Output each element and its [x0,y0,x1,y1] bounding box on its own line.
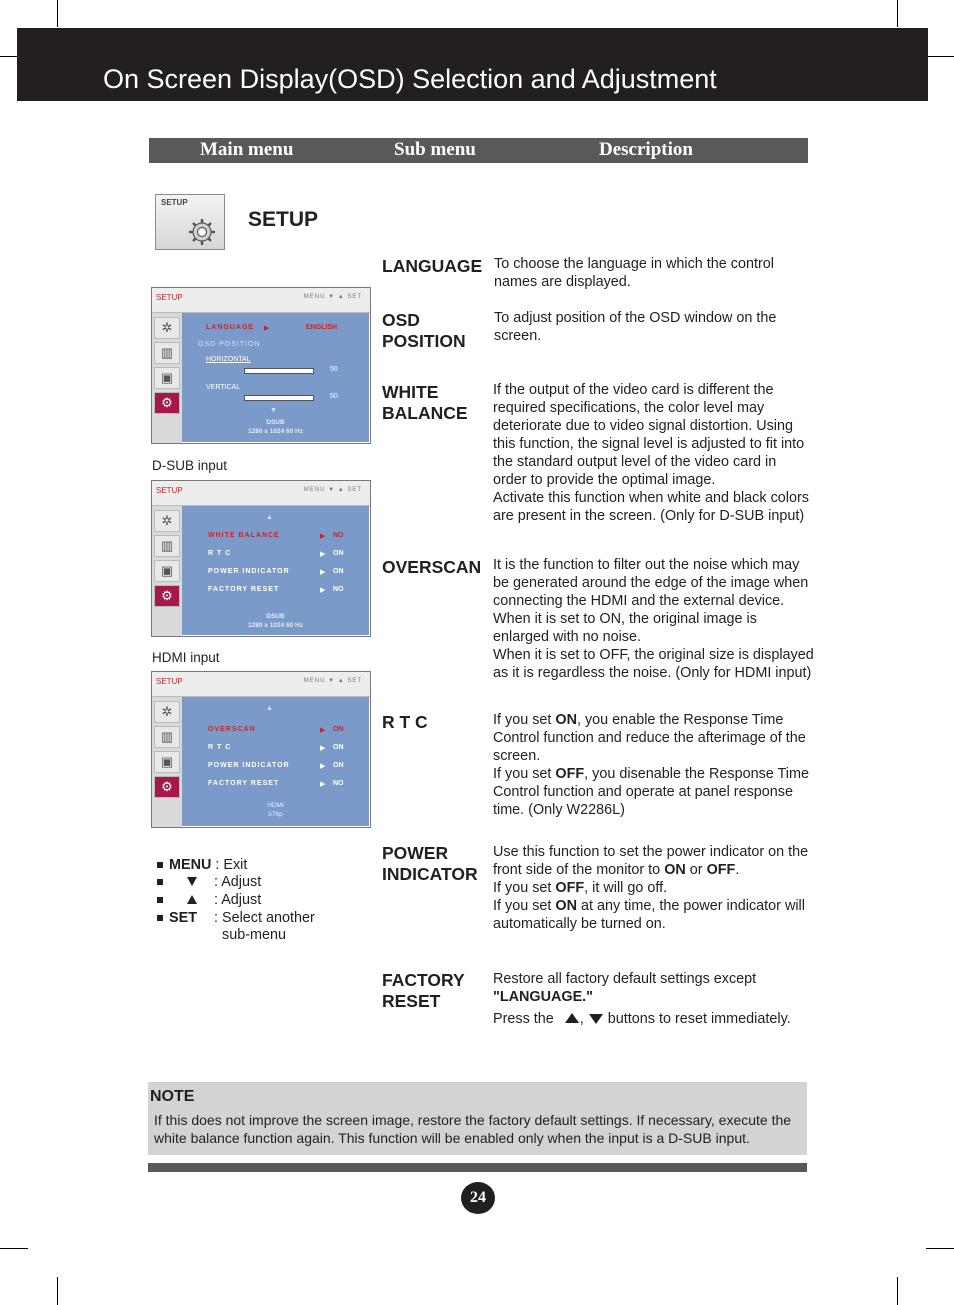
desc-overscan [493,556,815,682]
desc-overscan-p1: It is the function to filter out the noise which may be generated around the edge of the image when connecting the HDMI and the external device. [493,557,809,609]
submenu-rtc: R T C [382,712,428,732]
osd-value-factory-reset: NO [333,586,344,593]
osd-value-factory-reset: NO [333,780,344,787]
osd-row-language: LANGUAGE [206,324,255,331]
desc-language: To choose the language in which the control names are displayed. [494,256,775,290]
caption-hdmi: HDMI input [152,650,220,665]
submenu-white-balance-line2: BALANCE [382,403,468,423]
osd-screenshot-position [151,287,371,444]
submenu-factory-reset [382,970,465,1012]
osd-title-bar [152,481,370,506]
desc-factory-reset: Restore all factory default settings except "LANGUAGE." Press the , buttons to reset immediately. [493,971,791,1027]
legend-menu-key: MENU [169,857,212,873]
legend-set-desc2: sub-menu [222,927,286,943]
osd-input-name: HDMI [267,802,284,809]
osd-value-horizontal: 50 [330,366,338,373]
submenu-white-balance-line1: WHITE [382,382,439,402]
color-icon: ▥ [154,342,180,364]
crop-mark [897,1277,898,1305]
osd-icon-column [152,697,182,827]
submenu-white-balance [382,382,468,424]
osd-footer [182,418,369,436]
osd-resolution: 1280 x 1024 60 Hz [248,428,303,435]
osd-value-vertical: 50 [330,393,338,400]
osd-icon-column [152,506,182,636]
osd-controls: MENU ▼ ▲ SET [303,678,362,684]
osd-row-osd-position: OSD POSITION [198,341,261,348]
desc-power-indicator: Use this function to set the power indicator on the front side of the monitor to ON or OFF. If you set OFF, it will go off. If you set ON at any time, the power indicator will automatically be turned on. [493,844,809,932]
osd-up-arrow-icon: ▲ [266,514,273,521]
desc-overscan-p2: When it is set to ON, the original image is enlarged with no noise. [493,611,757,645]
osd-row-horizontal: HORIZONTAL [206,356,251,363]
osd-row-power-indicator: POWER INDICATOR [208,568,290,575]
osd-title: SETUP [156,486,183,495]
desc-white-balance [493,381,809,525]
color-icon: ▥ [154,535,180,557]
footer-bar [148,1163,807,1172]
osd-row-white-balance: WHITE BALANCE [208,532,280,539]
legend-set [157,909,315,927]
setup-icon-label: SETUP [161,198,188,207]
osd-row-vertical: VERTICAL [206,384,241,391]
crop-mark [928,56,954,57]
legend-set-desc: : Select another [214,910,315,926]
crop-mark [0,1248,28,1249]
osd-down-arrow-icon: ▼ [270,407,277,414]
note-title: NOTE [150,1088,195,1105]
osd-up-arrow-icon: ▲ [266,705,273,712]
tracking-icon: ▣ [154,367,180,389]
osd-value-power-indicator: ON [333,762,344,769]
osd-row-rtc: R T C [208,550,232,557]
osd-resolution: 1280 x 1024 60 Hz [248,622,303,629]
tracking-icon: ▣ [154,751,180,773]
osd-value-rtc: ON [333,744,344,751]
crop-mark [926,1248,954,1249]
osd-title: SETUP [156,677,183,686]
picture-icon: ✲ [154,317,180,339]
setup-icon: ⚙ [154,392,180,414]
osd-footer [182,801,369,819]
submenu-osd-position-line2: POSITION [382,331,466,351]
legend-menu [157,856,247,874]
caption-dsub: D-SUB input [152,458,228,473]
osd-arrow-icon: ▶ [320,533,326,540]
osd-arrow-icon: ▶ [320,727,326,734]
osd-row-factory-reset: FACTORY RESET [208,586,280,593]
osd-value-power-indicator: ON [333,568,344,575]
setup-icon: ⚙ [154,585,180,607]
osd-controls: MENU ▼ ▲ SET [303,487,362,493]
legend-menu-desc: : Exit [215,857,248,873]
desc-white-balance-p2: Activate this function when white and black colors are present in the screen. (Only for D-SUB input) [493,490,809,524]
osd-icon-column [152,313,182,443]
osd-arrow-icon: ▶ [320,781,326,788]
desc-rtc: If you set ON, you enable the Response Time Control function and reduce the afterimage of the screen. If you set OFF, you disenable the Response Time Control function and operate at panel response time. (Only W2286L) [493,712,809,818]
osd-arrow-icon: ▶ [320,551,326,558]
osd-title-bar [152,672,370,697]
osd-arrow-icon: ▶ [320,569,326,576]
up-arrow-icon [186,894,198,905]
desc-white-balance-p1: If the output of the video card is different the required specifications, the color level may deteriorate due to video signal distortion. Using this function, the signal level is adjusted to fit into the standard output level of the video card in order to provide the optimal image. [493,382,805,488]
page-number: 24 [461,1182,495,1214]
osd-panel [182,313,369,442]
osd-arrow-icon: ▶ [320,587,326,594]
osd-panel [182,506,369,635]
osd-controls: MENU ▼ ▲ SET [303,294,362,300]
osd-screenshot-hdmi [151,671,371,828]
legend-up [157,891,261,909]
up-arrow-icon [564,1012,580,1024]
osd-value-language: ENGLISH [306,324,338,331]
vertical-slider [244,395,314,401]
osd-row-factory-reset: FACTORY RESET [208,780,280,787]
osd-title: SETUP [156,293,183,302]
setup-icon: ⚙ [154,776,180,798]
submenu-language: LANGUAGE [382,256,483,276]
horizontal-slider [244,368,314,374]
tracking-icon: ▣ [154,560,180,582]
osd-panel [182,697,369,826]
osd-screenshot-dsub [151,480,371,637]
legend-set-key: SET [169,910,197,926]
osd-row-power-indicator: POWER INDICATOR [208,762,290,769]
osd-arrow-icon: ▶ [264,325,270,332]
osd-value-white-balance: NO [333,532,344,539]
osd-input-name: DSUB [266,419,285,426]
setup-heading: SETUP [248,208,319,231]
down-arrow-icon [588,1013,604,1025]
osd-title-bar [152,288,370,313]
osd-value-rtc: ON [333,550,344,557]
down-arrow-icon [186,876,198,887]
legend-down [157,873,261,891]
submenu-overscan: OVERSCAN [382,557,482,577]
osd-resolution: 576p [268,811,283,818]
page-title: On Screen Display(OSD) Selection and Adjustment [103,64,717,94]
crop-mark [897,0,898,27]
submenu-osd-position [382,310,466,352]
osd-arrow-icon: ▶ [320,763,326,770]
osd-arrow-icon: ▶ [320,745,326,752]
osd-input-name: DSUB [266,613,285,620]
osd-footer [182,612,369,630]
osd-row-overscan: OVERSCAN [208,726,256,733]
submenu-osd-position-line1: OSD [382,310,420,330]
note-text: If this does not improve the screen image, restore the factory default settings. If necessary, execute the white balance function again. This function will be enabled only when the input is a D-SUB input. [154,1112,792,1146]
crop-mark [57,1277,58,1305]
submenu-power-indicator-line2: INDICATOR [382,864,478,884]
submenu-power-indicator [382,843,478,885]
desc-overscan-p3: When it is set to OFF, the original size is displayed as it is regardless the noise. (Only for HDMI input) [493,647,814,681]
osd-row-rtc: R T C [208,744,232,751]
submenu-power-indicator-line1: POWER [382,843,449,863]
color-icon: ▥ [154,726,180,748]
column-description: Description [599,139,693,160]
picture-icon: ✲ [154,510,180,532]
picture-icon: ✲ [154,701,180,723]
crop-mark [0,56,17,57]
legend-up-desc: : Adjust [214,892,262,908]
legend-down-desc: : Adjust [214,874,262,890]
submenu-factory-reset-line2: RESET [382,991,441,1011]
desc-osd-position: To adjust position of the OSD window on the screen. [494,310,777,344]
column-sub-menu: Sub menu [394,139,476,160]
osd-value-overscan: ON [333,726,344,733]
submenu-factory-reset-line1: FACTORY [382,970,465,990]
column-main-menu: Main menu [200,139,294,160]
crop-mark [57,0,58,27]
